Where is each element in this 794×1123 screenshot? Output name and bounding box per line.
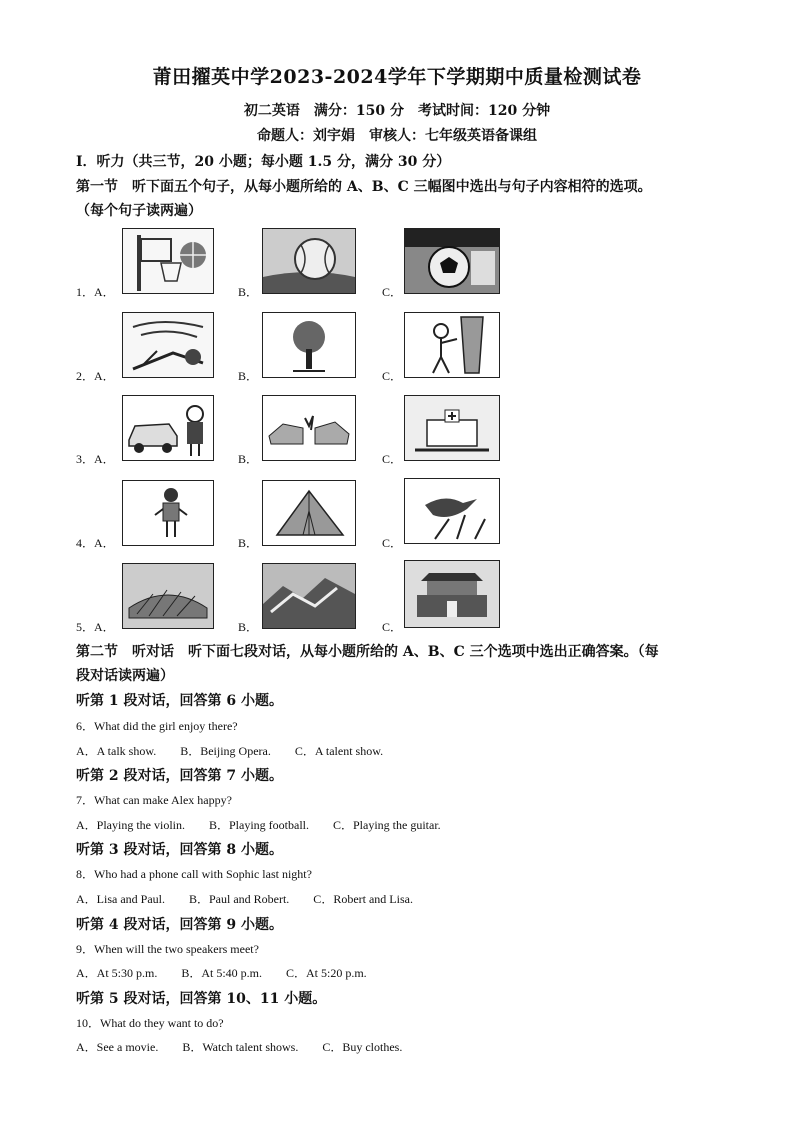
section2-instruction: 第二节 听对话 听下面七段对话，从每小题所给的 A、B、C 三个选项中选出正确答案。（每: [76, 644, 659, 660]
tiananmen-icon[interactable]: [404, 560, 500, 628]
storm-fallen-tree-icon[interactable]: [122, 312, 214, 378]
q4-label-c: C．: [382, 536, 403, 550]
tree-icon[interactable]: [262, 312, 356, 378]
dialogue-4-intro: 听第 4 段对话，回答第 9 小题。: [76, 917, 283, 933]
section1-instruction-2: （每个句子读两遍）: [76, 203, 202, 219]
exam-authors: 命题人：刘宇娟 审核人：七年级英语备课组: [257, 128, 537, 144]
basketball-hoop-icon[interactable]: [122, 228, 214, 294]
q1-label-c: C．: [382, 285, 403, 299]
robot-icon[interactable]: [122, 480, 214, 546]
q4-label-b: B．: [238, 536, 259, 550]
q3-label-b: B．: [238, 452, 259, 466]
part1-heading: Ⅰ．听力（共三节，20 小题；每小题 1.5 分，满分 30 分）: [76, 154, 451, 170]
car-crash-icon[interactable]: [262, 395, 356, 461]
q2-label-c: C．: [382, 369, 403, 383]
q4-label-a: 4．A．: [76, 536, 115, 550]
q2-label-b: B．: [238, 369, 259, 383]
question-6: 6．What did the girl enjoy there?: [76, 719, 238, 733]
bird-icon[interactable]: [404, 478, 500, 544]
section1-instruction: 第一节 听下面五个句子，从每小题所给的 A、B、C 三幅图中选出与句子内容相符的选项。: [76, 179, 652, 195]
q3-label-c: C．: [382, 452, 403, 466]
q3-label-a: 3．A．: [76, 452, 115, 466]
dialogue-3-intro: 听第 3 段对话，回答第 8 小题。: [76, 842, 283, 858]
soccer-ball-icon[interactable]: [404, 228, 500, 294]
question-8-options[interactable]: A．Lisa and Paul. B．Paul and Robert. C．Robert and Lisa.: [76, 892, 413, 906]
dialogue-5-intro: 听第 5 段对话，回答第 10、11 小题。: [76, 991, 327, 1007]
question-8: 8．Who had a phone call with Sophic last night?: [76, 867, 312, 881]
q1-label-a: 1．A．: [76, 285, 115, 299]
tent-icon[interactable]: [262, 480, 356, 546]
dialogue-1-intro: 听第 1 段对话，回答第 6 小题。: [76, 693, 283, 709]
q1-label-b: B．: [238, 285, 259, 299]
question-9: 9．When will the two speakers meet?: [76, 942, 259, 956]
question-10-options[interactable]: A．See a movie. B．Watch talent shows. C．Buy clothes.: [76, 1040, 403, 1054]
section2-instruction-2: 段对话读两遍）: [76, 668, 174, 684]
q5-label-a: 5．A．: [76, 620, 115, 634]
exam-info: 初二英语 满分：150 分 考试时间：120 分钟: [243, 103, 551, 119]
birds-nest-stadium-icon[interactable]: [122, 563, 214, 629]
q2-label-a: 2．A．: [76, 369, 115, 383]
question-7: 7．What can make Alex happy?: [76, 793, 232, 807]
question-6-options[interactable]: A．A talk show. B．Beijing Opera. C．A talent show.: [76, 744, 384, 758]
dialogue-2-intro: 听第 2 段对话，回答第 7 小题。: [76, 768, 283, 784]
hospital-icon[interactable]: [404, 395, 500, 461]
q5-label-c: C．: [382, 620, 403, 634]
q5-label-b: B．: [238, 620, 259, 634]
exam-title: 莆田擢英中学2023-2024学年下学期期中质量检测试卷: [152, 66, 642, 88]
great-wall-icon[interactable]: [262, 563, 356, 629]
question-7-options[interactable]: A．Playing the violin. B．Playing football. C．Playing the guitar.: [76, 818, 441, 832]
question-9-options[interactable]: A．At 5:30 p.m. B．At 5:40 p.m. C．At 5:20 p.m.: [76, 966, 367, 980]
cutting-tree-icon[interactable]: [404, 312, 500, 378]
question-10: 10．What do they want to do?: [76, 1016, 224, 1030]
baseball-icon[interactable]: [262, 228, 356, 294]
police-car-icon[interactable]: [122, 395, 214, 461]
